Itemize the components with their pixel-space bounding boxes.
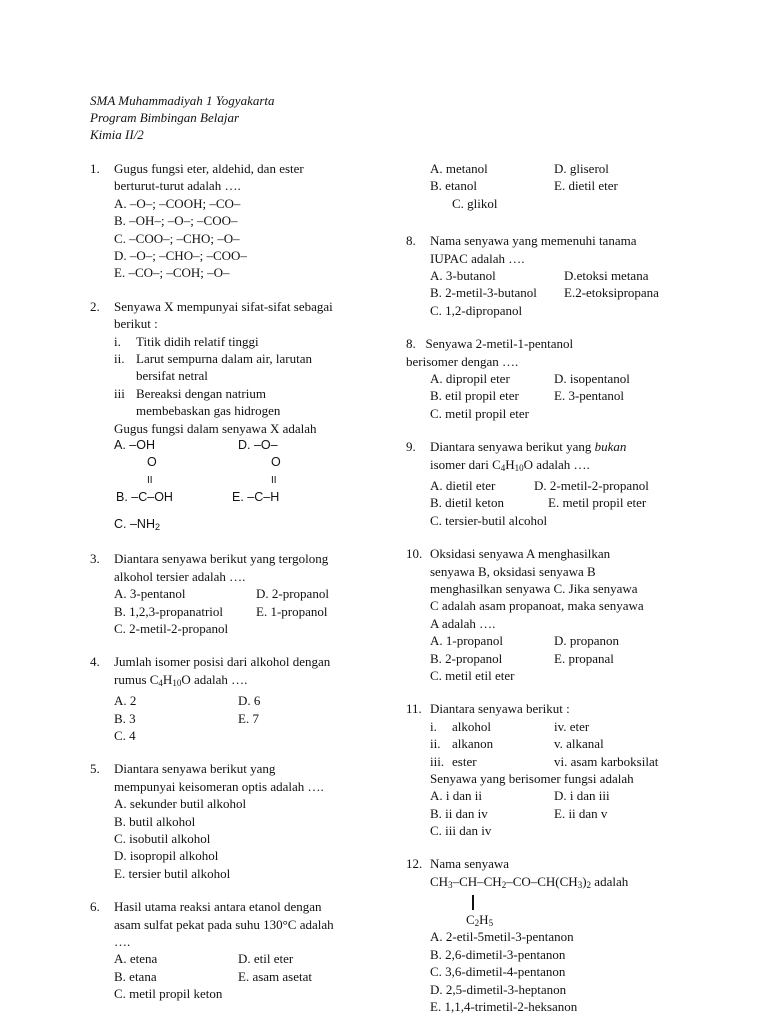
option-row: C. metil propil eter — [430, 405, 529, 421]
option-row: A. 1-propanol D. propanon — [430, 633, 619, 649]
question-stem: senyawa B, oksidasi senyawa B — [430, 563, 596, 579]
option-row: C. tersier-butil alcohol — [430, 512, 548, 528]
option-row: C. metil etil eter — [430, 667, 515, 683]
question-8a — [406, 232, 706, 319]
carbonyl-oxygen: O — [147, 455, 157, 470]
option: E. tersier butil alkohol — [114, 865, 231, 881]
option: E. –CO–; –COH; –O– — [114, 265, 230, 281]
page-header — [90, 92, 275, 143]
question-number: 5. — [90, 761, 100, 777]
branch-bond — [472, 895, 474, 910]
question-stem: Senyawa X mempunyai sifat-sifat sebagai — [114, 298, 333, 314]
option: C. 3,6-dimetil-4-pentanon — [430, 964, 566, 980]
right-column — [406, 160, 706, 1015]
option-row: A. dipropil eter D. isopentanol — [430, 370, 630, 386]
question-5 — [90, 760, 380, 882]
question-stem: menghasilkan senyawa C. Jika senyawa — [430, 580, 638, 596]
option-row: A. metanol D. gliserol — [430, 161, 609, 176]
question-number: 11. — [406, 701, 422, 717]
question-stem: IUPAC adalah …. — [430, 250, 525, 266]
structural-formula: $CH_3-CH-CH_2-CO-CH(CH_3)_2$ adalah — [430, 873, 629, 890]
option: E. 1,1,4-trimetil-2-heksanon — [430, 998, 578, 1014]
option: B. 2,6-dimetil-3-pentanon — [430, 946, 566, 962]
question-number: 12. — [406, 856, 423, 872]
option-d: D. –O– — [238, 438, 278, 453]
question-stem: asam sulfat pekat pada suhu 130°C adalah — [114, 916, 334, 932]
question-number: 4. — [90, 654, 100, 670]
question-ask: Senyawa yang berisomer fungsi adalah — [430, 770, 634, 786]
option-e: E. –C–H — [232, 490, 280, 505]
option: C. –COO–; –CHO; –O– — [114, 230, 240, 246]
option: A. –O–; –COOH; –CO– — [114, 195, 241, 211]
option: D. isopropil alkohol — [114, 848, 219, 864]
question-stem: Gugus fungsi eter, aldehid, dan ester — [114, 161, 304, 176]
question-number: 9. — [406, 439, 416, 455]
question-ask: Gugus fungsi dalam senyawa X adalah — [114, 420, 317, 436]
question-number: 3. — [90, 551, 100, 567]
option-row: A. 3-pentanol D. 2-propanol — [114, 586, 329, 602]
question-stem: C adalah asam propanoat, maka senyawa — [430, 598, 644, 614]
ethyl-branch: $C_2H_5$ — [466, 912, 494, 929]
option-row: A. 3-butanol D.etoksi metana — [430, 267, 649, 283]
question-stem: Diantara senyawa berikut yang — [114, 761, 276, 777]
option-row: B. 1,2,3-propanatriol E. 1-propanol — [114, 603, 328, 619]
question-9 — [406, 438, 706, 529]
question-stem: Oksidasi senyawa A menghasilkan — [430, 546, 611, 562]
compound-item: ii. alkanon v. alkanal — [430, 736, 604, 752]
question-stem: berisomer dengan …. — [406, 353, 519, 369]
property-item: membebaskan gas hidrogen — [136, 403, 281, 419]
option-row: A. etena D. etil eter — [114, 951, 294, 967]
option: D. –O–; –CHO–; –COO– — [114, 248, 247, 264]
option-row: B. 2-metil-3-butanol E.2-etoksipropana — [430, 285, 659, 301]
property-item: bersifat netral — [136, 368, 208, 384]
question-4 — [90, 653, 380, 744]
option-row: B. etana E. asam asetat — [114, 968, 312, 984]
question-stem: …. — [114, 934, 131, 950]
option: B. butil alkohol — [114, 813, 196, 829]
option-row: B. dietil keton E. metil propil eter — [430, 495, 647, 511]
question-stem: A adalah …. — [430, 615, 496, 631]
question-stem: Hasil utama reaksi antara etanol dengan — [114, 899, 322, 915]
carbonyl-oxygen: O — [271, 455, 281, 470]
question-2 — [90, 298, 380, 537]
option-row: C. metil propil keton — [114, 986, 223, 1002]
option: D. 2,5-dimetil-3-heptanon — [430, 981, 567, 997]
question-stem: Nama senyawa yang memenuhi tanama — [430, 233, 637, 249]
question-number: 2. — [90, 298, 100, 314]
property-item: i. Titik didih relatif tinggi — [114, 333, 259, 349]
option: A. 2-etil-5metil-3-pentanon — [430, 929, 574, 945]
option-row: C. 2-metil-2-propanol — [114, 621, 229, 637]
option-row: B. etanol E. dietil eter — [430, 178, 618, 194]
question-11 — [406, 700, 706, 839]
question-stem: isomer dari $C_4H_{10}O$ adalah …. — [430, 456, 590, 473]
question-1 — [90, 160, 380, 282]
option-row: B. etil propil eter E. 3-pentanol — [430, 388, 625, 404]
option: C. isobutil alkohol — [114, 831, 211, 847]
option-row: A. 2 D. 6 — [114, 693, 261, 709]
question-stem: Diantara senyawa berikut yang tergolong — [114, 551, 329, 567]
question-stem: 8. Senyawa 2-metil-1-pentanol — [406, 336, 574, 352]
option-c: C. $-NH_2$ — [114, 517, 160, 533]
question-stem: berturut-turut adalah …. — [114, 178, 241, 194]
question-stem: Nama senyawa — [430, 856, 510, 872]
option-row: C. 4 — [114, 728, 136, 743]
option-row: A. dietil eter D. 2-metil-2-propanol — [430, 477, 649, 493]
question-stem: berikut : — [114, 316, 158, 332]
question-12 — [406, 855, 706, 1015]
double-bond: II — [271, 475, 277, 487]
option: A. sekunder butil alkohol — [114, 796, 247, 812]
school-name: SMA Muhammadiyah 1 Yogyakarta — [90, 93, 275, 108]
compound-item: i. alkohol iv. eter — [430, 718, 590, 734]
option-row: B. 2-propanol E. propanal — [430, 650, 614, 666]
option-row: B. 3 E. 7 — [114, 710, 259, 726]
formula-branch — [430, 894, 706, 928]
question-3 — [90, 550, 380, 637]
left-column — [90, 160, 380, 1019]
question-stem: Diantara senyawa berikut : — [430, 701, 570, 717]
option-row: B. ii dan iv E. ii dan v — [430, 805, 608, 821]
functional-group-options — [114, 437, 380, 512]
option-row: C. 1,2-dipropanol — [430, 302, 523, 318]
question-8b — [406, 335, 706, 422]
question-stem: Diantara senyawa berikut yang bukan — [430, 439, 627, 455]
question-10 — [406, 545, 706, 684]
question-6 — [90, 898, 380, 1002]
option-row: C. iii dan iv — [430, 823, 492, 839]
question-number: 10. — [406, 546, 423, 562]
option-a: A. –OH — [114, 438, 155, 453]
question-stem: rumus $C_4H_{10}O$ adalah …. — [114, 671, 248, 688]
double-bond: II — [147, 475, 153, 487]
option-row: A. i dan ii D. i dan iii — [430, 788, 610, 804]
property-item: iii Bereaksi dengan natrium — [114, 385, 266, 401]
question-number: 1. — [90, 161, 100, 176]
option: B. –OH–; –O–; –COO– — [114, 213, 238, 229]
question-stem: alkohol tersier adalah …. — [114, 568, 246, 584]
question-number: 8. — [406, 233, 416, 249]
subject-name: Kimia II/2 — [90, 127, 144, 142]
compound-item: iii. ester vi. asam karboksilat — [430, 753, 659, 769]
question-number: 6. — [90, 899, 100, 915]
option-row: C. glikol — [452, 195, 498, 211]
program-name: Program Bimbingan Belajar — [90, 110, 240, 125]
question-stem: Jumlah isomer posisi dari alkohol dengan — [114, 654, 331, 670]
property-item: ii. Larut sempurna dalam air, larutan — [114, 351, 312, 367]
option-b: B. –C–OH — [116, 490, 173, 505]
question-stem: mempunyai keisomeran optis adalah …. — [114, 778, 324, 794]
question-7-options — [406, 160, 706, 212]
